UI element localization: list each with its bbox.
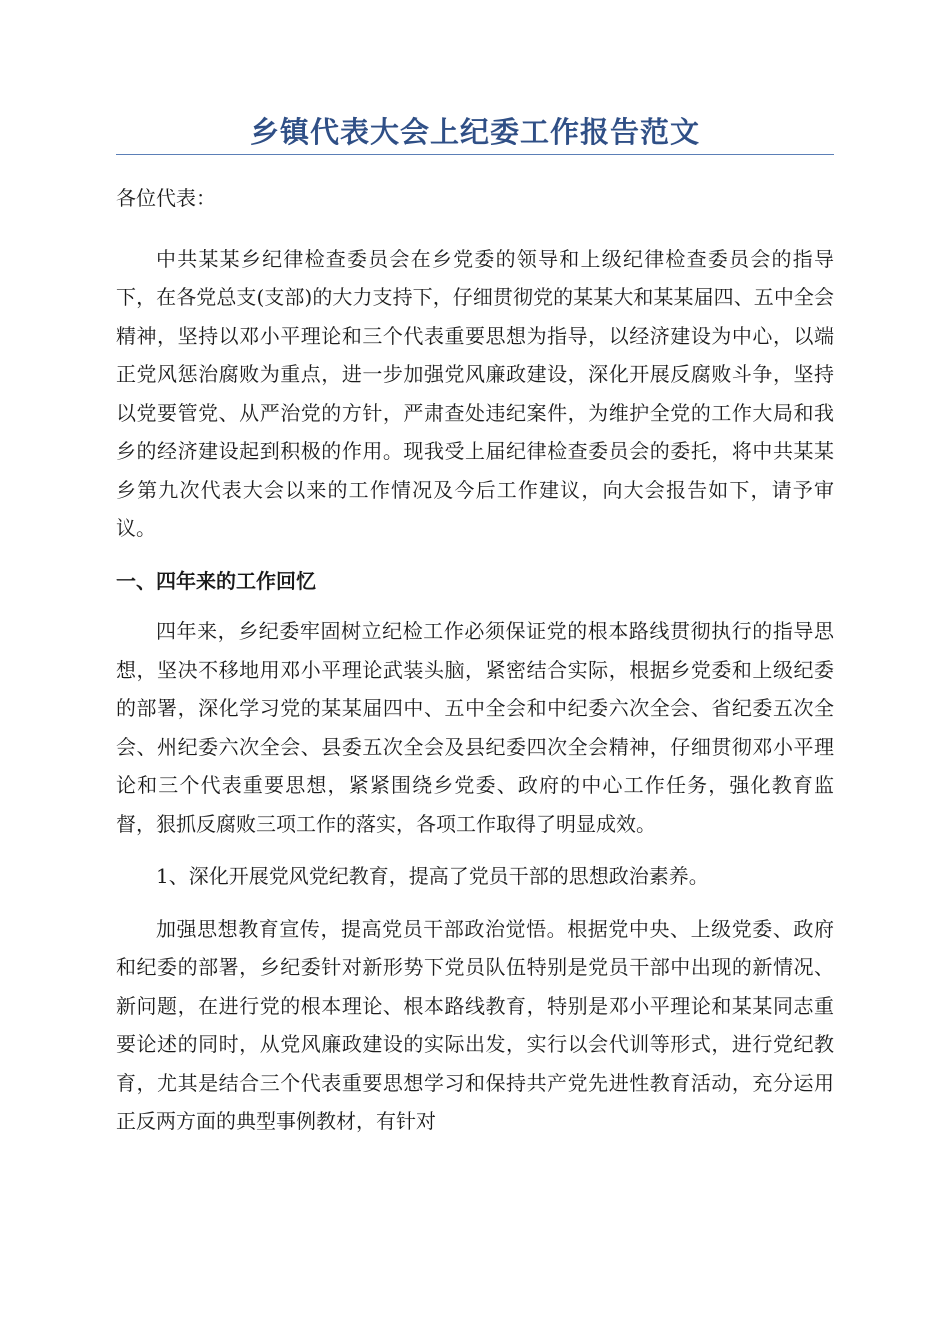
section-paragraph: 四年来，乡纪委牢固树立纪检工作必须保证党的根本路线贯彻执行的指导思想，坚决不移地用邓小平理论武装头脑，紧密结合实际，根据乡党委和上级纪委的部署，深化学习党的某某届四中、五中全会和中纪委六次全会、省纪委五次全会、州纪委六次全会、县委五次全会及县纪委四次全会精神，仔细贯彻邓小平理论和三个代表重要思想，紧紧围绕乡党委、政府的中心工作任务，强化教育监督，狠抓反腐败三项工作的落实，各项工作取得了明显成效。: [116, 619, 834, 836]
intro-paragraph: 中共某某乡纪律检查委员会在乡党委的领导和上级纪律检查委员会的指导下，在各党总支(支部)的大力支持下，仔细贯彻党的某某大和某某届四、五中全会精神，坚持以邓小平理论和三个代表重要思想为指导，以经济建设为中心，以端正党风惩治腐败为重点，进一步加强党风廉政建设，深化开展反腐败斗争，坚持以党要管党、从严治党的方针，严肃查处违纪案件，为维护全党的工作大局和我乡的经济建设起到积极的作用。现我受上届纪律检查委员会的委托，将中共某某乡第九次代表大会以来的工作情况及今后工作建议，向大会报告如下，请予审议。: [116, 246, 834, 540]
salutation: 各位代表：: [116, 186, 216, 210]
subsection-paragraph: 加强思想教育宣传，提高党员干部政治觉悟。根据党中央、上级党委、政府和纪委的部署，乡纪委针对新形势下党员队伍特别是党员干部中出现的新情况、新问题，在进行党的根本理论、根本路线教育，特别是邓小平理论和某某同志重要论述的同时，从党风廉政建设的实际出发，实行以会代训等形式，进行党纪教育，尤其是结合三个代表重要思想学习和保持共产党先进性教育活动，充分运用正反两方面的典型事例教材，有针对: [116, 916, 834, 1133]
section-heading: 一、四年来的工作回忆: [116, 568, 316, 593]
document-page: [116, 112, 834, 1141]
subsection-heading: 1、深化开展党风党纪教育，提高了党员干部的思想政治素养。: [156, 864, 709, 888]
document-title: 乡镇代表大会上纪委工作报告范文: [116, 112, 834, 155]
